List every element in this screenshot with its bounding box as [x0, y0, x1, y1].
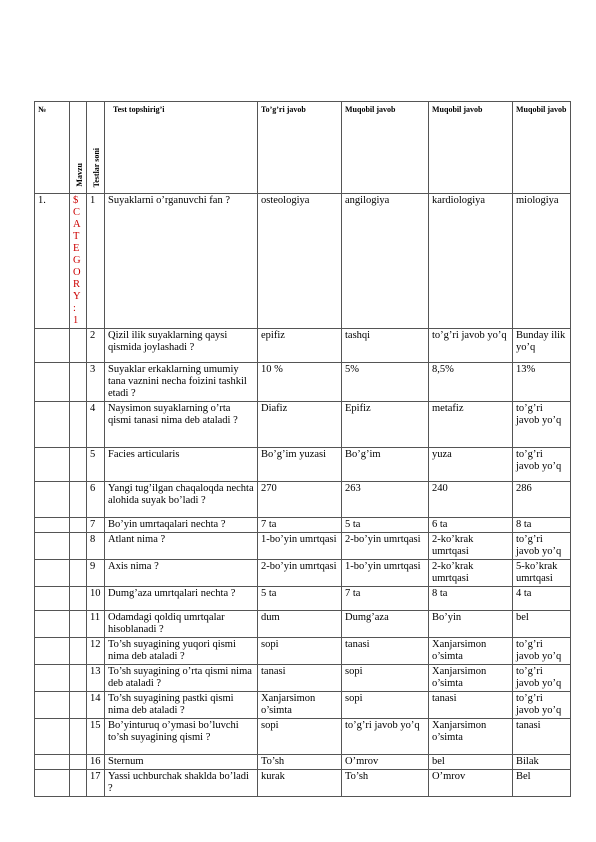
correct-answer: 1-bo’yin umrtqasi — [258, 533, 342, 560]
table-row — [35, 665, 571, 692]
table-row — [35, 611, 571, 638]
header-alternative-3: Muqobil javob — [513, 102, 571, 194]
alternative-answer-1: to’g’ri javob yo’q — [342, 719, 429, 755]
alternative-answer-1: 263 — [342, 482, 429, 518]
question-text: To’sh suyagining o’rta qismi nima deb ataladi ? — [105, 665, 258, 692]
table-row — [35, 560, 571, 587]
header-alternative-1: Muqobil javob — [342, 102, 429, 194]
category-cell — [70, 402, 87, 448]
alternative-answer-1: tashqi — [342, 329, 429, 363]
category-cell — [70, 518, 87, 533]
question-number: 9 — [87, 560, 105, 587]
alternative-answer-2: 6 ta — [429, 518, 513, 533]
table-row — [35, 329, 571, 363]
alternative-answer-3: 5-ko’krak umrtqasi — [513, 560, 571, 587]
alternative-answer-1: To’sh — [342, 770, 429, 797]
header-task: Test topshirig’i — [105, 102, 258, 194]
alternative-answer-1: O’mrov — [342, 755, 429, 770]
table-row — [35, 482, 571, 518]
correct-answer: Xanjarsimon o’simta — [258, 692, 342, 719]
table-row — [35, 638, 571, 665]
alternative-answer-3: 8 ta — [513, 518, 571, 533]
alternative-answer-2: 2-ko’krak umrtqasi — [429, 533, 513, 560]
alternative-answer-1: 7 ta — [342, 587, 429, 611]
alternative-answer-2: 8,5% — [429, 363, 513, 402]
question-number: 1 — [87, 194, 105, 329]
test-table — [34, 101, 571, 797]
category-char: G — [73, 255, 81, 266]
correct-answer: 5 ta — [258, 587, 342, 611]
question-number: 6 — [87, 482, 105, 518]
alternative-answer-2: tanasi — [429, 692, 513, 719]
category-char: R — [73, 279, 81, 290]
table-row — [35, 402, 571, 448]
question-text: Facies articularis — [105, 448, 258, 482]
alternative-answer-1: angilogiya — [342, 194, 429, 329]
alternative-answer-3: bel — [513, 611, 571, 638]
category-cell — [70, 638, 87, 665]
question-text: Dumg’aza umrtqalari nechta ? — [105, 587, 258, 611]
category-char: A — [73, 219, 81, 230]
category-cell — [70, 692, 87, 719]
section-number — [35, 329, 70, 363]
correct-answer: osteologiya — [258, 194, 342, 329]
section-number — [35, 533, 70, 560]
table-row — [35, 587, 571, 611]
category-char: O — [73, 267, 81, 278]
question-text: To’sh suyagining pastki qismi nima deb ataladi ? — [105, 692, 258, 719]
alternative-answer-1: Bo’g’im — [342, 448, 429, 482]
alternative-answer-1: sopi — [342, 665, 429, 692]
section-number — [35, 611, 70, 638]
alternative-answer-3: Bel — [513, 770, 571, 797]
table-row — [35, 448, 571, 482]
alternative-answer-3: to’g’ri javob yo’q — [513, 533, 571, 560]
question-number: 7 — [87, 518, 105, 533]
alternative-answer-1: 5% — [342, 363, 429, 402]
alternative-answer-3: to’g’ri javob yo’q — [513, 665, 571, 692]
category-char: 1 — [73, 315, 79, 326]
table-row — [35, 533, 571, 560]
question-number: 16 — [87, 755, 105, 770]
alternative-answer-3: Bilak — [513, 755, 571, 770]
correct-answer: Diafiz — [258, 402, 342, 448]
table-row — [35, 363, 571, 402]
category-char: : — [73, 303, 76, 314]
alternative-answer-1: 2-bo’yin umrtqasi — [342, 533, 429, 560]
category-char: E — [73, 243, 80, 254]
section-number — [35, 482, 70, 518]
alternative-answer-3: miologiya — [513, 194, 571, 329]
question-text: Bo’yinturuq o’ymasi bo’luvchi to’sh suyagining qismi ? — [105, 719, 258, 755]
category-cell — [70, 448, 87, 482]
correct-answer: 270 — [258, 482, 342, 518]
alternative-answer-3: to’g’ri javob yo’q — [513, 638, 571, 665]
category-cell — [70, 587, 87, 611]
category-cell — [70, 770, 87, 797]
question-text: Yangi tug’ilgan chaqaloqda nechta alohida suyak bo’ladi ? — [105, 482, 258, 518]
question-text: Naysimon suyaklarning o’rta qismi tanasi nima deb ataladi ? — [105, 402, 258, 448]
alternative-answer-2: bel — [429, 755, 513, 770]
header-number: № — [35, 102, 70, 194]
category-cell — [70, 533, 87, 560]
category-cell — [70, 560, 87, 587]
table-row — [35, 755, 571, 770]
question-number: 4 — [87, 402, 105, 448]
alternative-answer-1: Dumg’aza — [342, 611, 429, 638]
category-cell — [70, 329, 87, 363]
question-text: Bo’yin umrtaqalari nechta ? — [105, 518, 258, 533]
alternative-answer-2: 8 ta — [429, 587, 513, 611]
category-char: $ — [73, 195, 79, 206]
category-char: C — [73, 207, 81, 218]
section-number — [35, 770, 70, 797]
section-number — [35, 719, 70, 755]
table-row — [35, 194, 571, 329]
question-text: To’sh suyagining yuqori qismi nima deb ataladi ? — [105, 638, 258, 665]
section-number — [35, 448, 70, 482]
category-cell — [70, 665, 87, 692]
section-number — [35, 560, 70, 587]
correct-answer: 7 ta — [258, 518, 342, 533]
category-cell — [70, 755, 87, 770]
alternative-answer-2: 2-ko’krak umrtqasi — [429, 560, 513, 587]
correct-answer: kurak — [258, 770, 342, 797]
question-number: 10 — [87, 587, 105, 611]
alternative-answer-1: Epifiz — [342, 402, 429, 448]
question-number: 12 — [87, 638, 105, 665]
category-cell — [70, 194, 87, 329]
correct-answer: tanasi — [258, 665, 342, 692]
section-number — [35, 665, 70, 692]
section-number — [35, 518, 70, 533]
alternative-answer-2: O’mrov — [429, 770, 513, 797]
question-text: Axis nima ? — [105, 560, 258, 587]
correct-answer: sopi — [258, 638, 342, 665]
alternative-answer-2: Bo’yin — [429, 611, 513, 638]
alternative-answer-2: kardiologiya — [429, 194, 513, 329]
correct-answer: dum — [258, 611, 342, 638]
alternative-answer-3: 4 ta — [513, 587, 571, 611]
correct-answer: epifiz — [258, 329, 342, 363]
section-number: 1. — [35, 194, 70, 329]
alternative-answer-3: 13% — [513, 363, 571, 402]
alternative-answer-3: tanasi — [513, 719, 571, 755]
alternative-answer-2: Xanjarsimon o’simta — [429, 665, 513, 692]
category-cell — [70, 482, 87, 518]
alternative-answer-3: Bunday ilik yo’q — [513, 329, 571, 363]
section-number — [35, 755, 70, 770]
question-number: 3 — [87, 363, 105, 402]
header-correct-answer: To’g’ri javob — [258, 102, 342, 194]
question-number: 8 — [87, 533, 105, 560]
alternative-answer-2: 240 — [429, 482, 513, 518]
section-number — [35, 363, 70, 402]
category-char: T — [73, 231, 80, 242]
header-alternative-2: Muqobil javob — [429, 102, 513, 194]
correct-answer: 10 % — [258, 363, 342, 402]
correct-answer: Bo’g’im yuzasi — [258, 448, 342, 482]
category-char: Y — [73, 291, 81, 302]
question-text: Qizil ilik suyaklarning qaysi qismida joylashadi ? — [105, 329, 258, 363]
question-text: Suyaklarni o’rganuvchi fan ? — [105, 194, 258, 329]
header-test-count: Testlar soni — [87, 102, 105, 194]
header-row — [35, 102, 571, 194]
table-row — [35, 770, 571, 797]
table-row — [35, 692, 571, 719]
alternative-answer-2: Xanjarsimon o’simta — [429, 719, 513, 755]
correct-answer: 2-bo’yin umrtqasi — [258, 560, 342, 587]
question-text: Suyaklar erkaklarning umumiy tana vaznini necha foizini tashkil etadi ? — [105, 363, 258, 402]
section-number — [35, 587, 70, 611]
question-number: 5 — [87, 448, 105, 482]
alternative-answer-3: to’g’ri javob yo’q — [513, 402, 571, 448]
question-number: 17 — [87, 770, 105, 797]
alternative-answer-2: metafiz — [429, 402, 513, 448]
question-number: 14 — [87, 692, 105, 719]
alternative-answer-1: tanasi — [342, 638, 429, 665]
alternative-answer-1: 1-bo’yin umrtqasi — [342, 560, 429, 587]
category-cell — [70, 719, 87, 755]
question-text: Atlant nima ? — [105, 533, 258, 560]
question-rows — [35, 194, 571, 797]
question-text: Yassi uchburchak shaklda bo’ladi ? — [105, 770, 258, 797]
question-number: 15 — [87, 719, 105, 755]
correct-answer: To’sh — [258, 755, 342, 770]
correct-answer: sopi — [258, 719, 342, 755]
table-row — [35, 719, 571, 755]
alternative-answer-3: to’g’ri javob yo’q — [513, 692, 571, 719]
header-topic: Mavzu — [70, 102, 87, 194]
alternative-answer-1: sopi — [342, 692, 429, 719]
alternative-answer-1: 5 ta — [342, 518, 429, 533]
section-number — [35, 402, 70, 448]
section-number — [35, 638, 70, 665]
alternative-answer-3: 286 — [513, 482, 571, 518]
question-text: Odamdagi qoldiq umrtqalar hisoblanadi ? — [105, 611, 258, 638]
category-cell — [70, 363, 87, 402]
question-number: 2 — [87, 329, 105, 363]
question-number: 13 — [87, 665, 105, 692]
alternative-answer-2: yuza — [429, 448, 513, 482]
question-number: 11 — [87, 611, 105, 638]
category-cell — [70, 611, 87, 638]
table-row — [35, 518, 571, 533]
alternative-answer-3: to’g’ri javob yo’q — [513, 448, 571, 482]
alternative-answer-2: Xanjarsimon o’simta — [429, 638, 513, 665]
alternative-answer-2: to’g’ri javob yo’q — [429, 329, 513, 363]
section-number — [35, 692, 70, 719]
question-text: Sternum — [105, 755, 258, 770]
